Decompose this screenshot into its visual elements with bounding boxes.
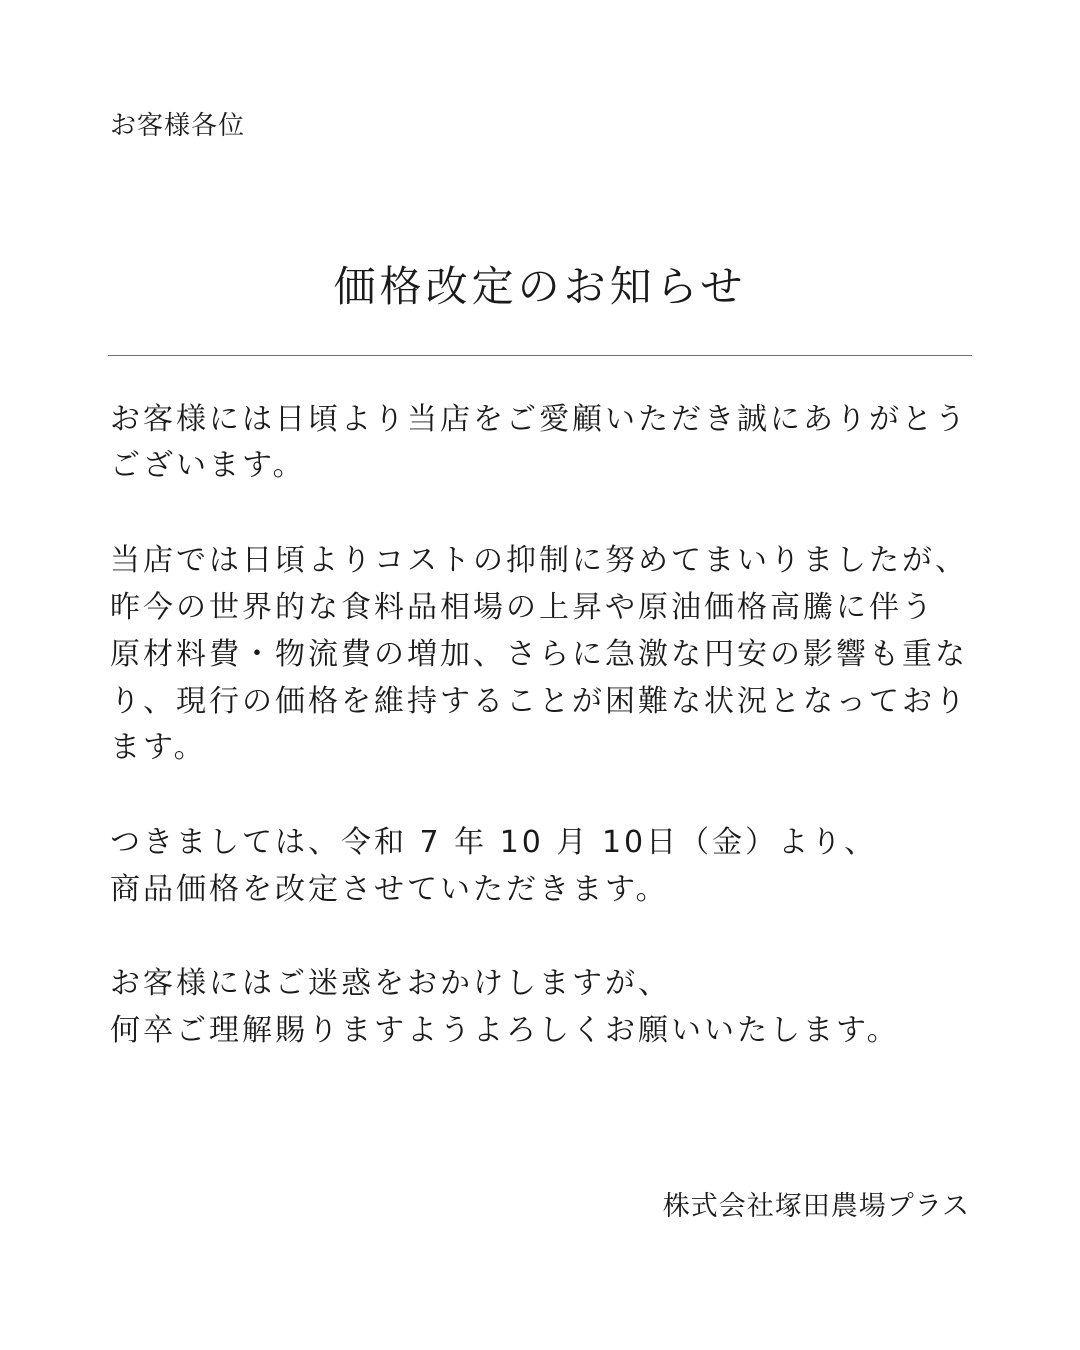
paragraph-line: ございます。 (110, 448, 306, 483)
paragraph-line: 原材料費・物流費の増加、さらに急激な円安の影響も重な (110, 637, 968, 672)
notice-title: 価格改定のお知らせ (333, 262, 747, 311)
salutation: お客様各位 (110, 111, 246, 141)
paragraph-line: 昨今の世界的な食料品相場の上昇や原油価格高騰に伴う (110, 590, 935, 625)
paragraph-line: お客様にはご迷惑をおかけしますが、 (110, 966, 671, 1001)
paragraph-line: つきましては、令和 7 年 10 月 10日（金）より、 (110, 825, 878, 860)
company-signature: 株式会社塚田農場プラス (662, 1191, 970, 1222)
paragraph-line: お客様には日頃より当店をご愛顧いただき誠にありがとう (110, 402, 968, 437)
paragraph-line: ます。 (110, 730, 207, 765)
paragraph-line: り、現行の価格を維持することが困難な状況となっており (110, 684, 968, 719)
paragraph-line: 当店では日頃よりコストの抑制に努めてまいりましたが、 (110, 543, 968, 578)
title-divider (108, 355, 972, 356)
paragraph-line: 商品価格を改定させていただきます。 (110, 872, 669, 907)
paragraph-line: 何卒ご理解賜りますようよろしくお願いいたします。 (110, 1013, 900, 1048)
